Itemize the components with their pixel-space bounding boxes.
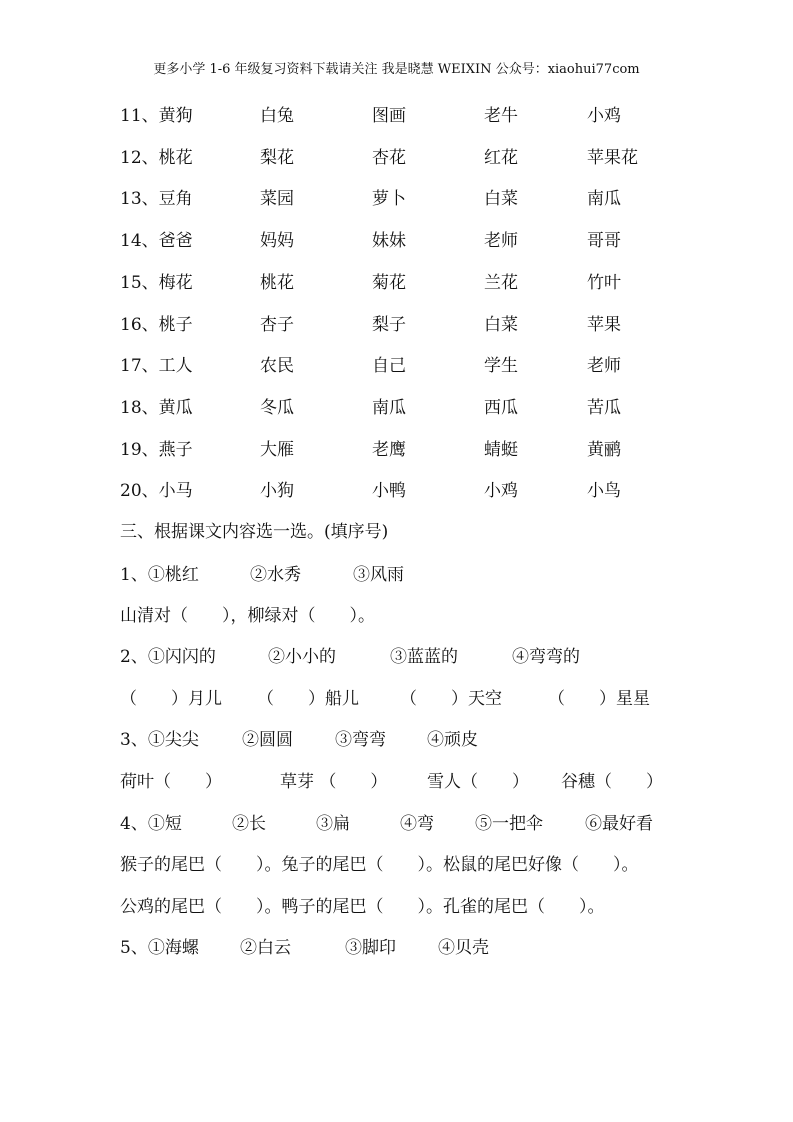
word-cell: 老牛 bbox=[484, 106, 518, 126]
option: ③脚印 bbox=[345, 938, 396, 958]
word-cell: 大雁 bbox=[260, 440, 294, 460]
word-cell: 小鸡 bbox=[587, 106, 621, 126]
word-cell: 16、桃子 bbox=[120, 315, 193, 335]
option: ④弯 bbox=[400, 814, 434, 834]
word-cell: 梨子 bbox=[372, 315, 406, 335]
word-cell: 蜻蜓 bbox=[484, 440, 518, 460]
word-cell: 南瓜 bbox=[372, 398, 406, 418]
word-cell: 白菜 bbox=[484, 315, 518, 335]
word-cell: 学生 bbox=[484, 356, 518, 376]
word-cell: 11、黄狗 bbox=[120, 106, 193, 126]
option: 5、①海螺 bbox=[120, 938, 199, 958]
q4-line-1: 猴子的尾巴（ ）。兔子的尾巴（ ）。松鼠的尾巴好像（ ）。 bbox=[120, 855, 639, 875]
option: ③风雨 bbox=[353, 565, 404, 585]
word-cell: 图画 bbox=[372, 106, 406, 126]
word-cell: 菊花 bbox=[372, 273, 406, 293]
word-cell: 菜园 bbox=[260, 189, 294, 209]
word-cell: 萝卜 bbox=[372, 189, 406, 209]
word-cell: 桃花 bbox=[260, 273, 294, 293]
word-cell: 小鸭 bbox=[372, 481, 406, 501]
option: 4、①短 bbox=[120, 814, 182, 834]
word-cell: 杏子 bbox=[260, 315, 294, 335]
word-cell: 小鸟 bbox=[587, 481, 621, 501]
word-cell: 20、小马 bbox=[120, 481, 193, 501]
word-cell: 12、桃花 bbox=[120, 148, 193, 168]
option: ②长 bbox=[232, 814, 266, 834]
option: ③蓝蓝的 bbox=[390, 647, 458, 667]
word-cell: 农民 bbox=[260, 356, 294, 376]
q1-blanks: 山清对（ ），柳绿对（ ）。 bbox=[120, 606, 375, 626]
option: ②小小的 bbox=[268, 647, 336, 667]
word-cell: 西瓜 bbox=[484, 398, 518, 418]
word-cell: 苹果花 bbox=[587, 148, 638, 168]
word-cell: 13、豆角 bbox=[120, 189, 193, 209]
word-cell: 小鸡 bbox=[484, 481, 518, 501]
section-title: 三、根据课文内容选一选。(填序号) bbox=[120, 522, 389, 542]
word-cell: 15、梅花 bbox=[120, 273, 193, 293]
blank-item: （ ）天空 bbox=[400, 689, 502, 709]
word-cell: 红花 bbox=[484, 148, 518, 168]
option: 1、①桃红 bbox=[120, 565, 199, 585]
option: ④贝壳 bbox=[438, 938, 489, 958]
option: ③弯弯 bbox=[335, 730, 386, 750]
option: 2、①闪闪的 bbox=[120, 647, 216, 667]
blank-item: （ ）星星 bbox=[548, 689, 650, 709]
word-cell: 冬瓜 bbox=[260, 398, 294, 418]
word-cell: 兰花 bbox=[484, 273, 518, 293]
word-cell: 苦瓜 bbox=[587, 398, 621, 418]
word-cell: 白兔 bbox=[260, 106, 294, 126]
word-cell: 南瓜 bbox=[587, 189, 621, 209]
option: ③扁 bbox=[316, 814, 350, 834]
word-cell: 梨花 bbox=[260, 148, 294, 168]
option: ⑤一把伞 bbox=[475, 814, 543, 834]
option: ④弯弯的 bbox=[512, 647, 580, 667]
word-cell: 黄鹂 bbox=[587, 440, 621, 460]
word-cell: 19、燕子 bbox=[120, 440, 193, 460]
option: ②水秀 bbox=[250, 565, 301, 585]
word-cell: 小狗 bbox=[260, 481, 294, 501]
word-cell: 老鹰 bbox=[372, 440, 406, 460]
option: 3、①尖尖 bbox=[120, 730, 199, 750]
word-cell: 白菜 bbox=[484, 189, 518, 209]
page-header: 更多小学 1-6 年级复习资料下载请关注 我是晓慧 WEIXIN 公众号：xiaohui77com bbox=[153, 62, 640, 77]
word-cell: 竹叶 bbox=[587, 273, 621, 293]
option: ⑥最好看 bbox=[585, 814, 653, 834]
blank-item: 雪人（ ） bbox=[427, 772, 529, 792]
blank-item: （ ）月儿 bbox=[120, 689, 222, 709]
word-cell: 老师 bbox=[587, 356, 621, 376]
word-cell: 哥哥 bbox=[587, 231, 621, 251]
option: ④顽皮 bbox=[427, 730, 478, 750]
word-cell: 17、工人 bbox=[120, 356, 193, 376]
word-cell: 妹妹 bbox=[372, 231, 406, 251]
word-cell: 自己 bbox=[372, 356, 406, 376]
blank-item: 荷叶（ ） bbox=[120, 772, 222, 792]
q4-line-2: 公鸡的尾巴（ ）。鸭子的尾巴（ ）。孔雀的尾巴（ ）。 bbox=[120, 897, 605, 917]
word-cell: 妈妈 bbox=[260, 231, 294, 251]
option: ②圆圆 bbox=[242, 730, 293, 750]
word-cell: 杏花 bbox=[372, 148, 406, 168]
blank-item: （ ）船儿 bbox=[257, 689, 359, 709]
word-cell: 14、爸爸 bbox=[120, 231, 193, 251]
word-cell: 18、黄瓜 bbox=[120, 398, 193, 418]
blank-item: 谷穗（ ） bbox=[561, 772, 663, 792]
word-cell: 老师 bbox=[484, 231, 518, 251]
word-cell: 苹果 bbox=[587, 315, 621, 335]
option: ②白云 bbox=[240, 938, 291, 958]
blank-item: 草芽 （ ） bbox=[280, 772, 388, 792]
